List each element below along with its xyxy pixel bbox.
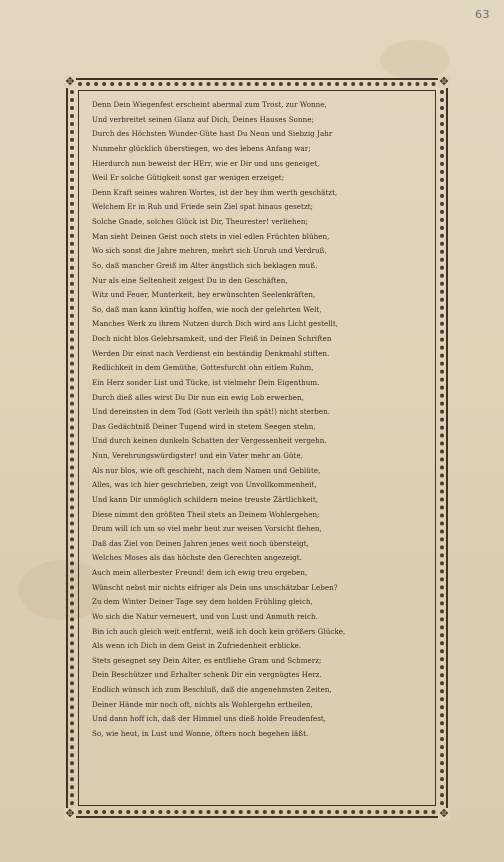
poem-line: Daß das Ziel von Deinen Jahren jenes weit noch übersteigt,: [92, 538, 309, 548]
corner-ornament-icon: ✥: [65, 807, 75, 820]
poem-line: Auch mein allerbester Freund! dem ich ewig treu ergeben,: [92, 568, 308, 577]
poem-line: Als nur blos, wie oft geschieht, nach dem Namen und Geblüte,: [92, 465, 321, 475]
poem-line: Wo sich sonst die Jahre mehren, mehrt sich Unruh und Verdruß,: [92, 246, 327, 256]
poem-line: Und dann hoff ich, daß der Himmel uns dieß holde Freudenfest,: [92, 714, 327, 724]
poem-line: Durch des Höchsten Wunder-Güte hast Du Neun und Siebzig Jahr: [92, 129, 333, 139]
poem-line: Doch nicht blos Gelehrsamkeit, und der Fleiß in Deinen Schriften: [92, 334, 332, 343]
poem-line: So, daß man kann künftig hoffen, wie noch der gelehrten Welt,: [92, 304, 322, 314]
poem-line: Nur als eine Seltenheit zeigest Du in den Geschäften,: [92, 275, 288, 285]
corner-ornament-icon: ✥: [439, 75, 449, 88]
poem-line: Und kann Dir unmöglich schildern meine treuste Zärtlichkeit,: [92, 494, 319, 504]
poem-line: Diese nimmt den größten Theil stets an Deinem Wohlergehen;: [92, 509, 320, 519]
poem-line: Zu dem Winter Deiner Tage sey dem holden Frühling gleich,: [92, 597, 313, 607]
poem-line: Ein Herz sonder List und Tücke, ist vielmehr Dein Eigenthum.: [92, 377, 320, 387]
poem-line: Drum will ich um so viel mehr heut zur weisen Vorsicht flehen,: [92, 524, 322, 534]
poem-line: Welchem Er in Ruh und Friede sein Ziel spat hinaus gesetzt;: [92, 202, 314, 212]
poem-line: Deiner Hände mir noch oft, nichts als Wohlergehn ertheilen,: [92, 699, 313, 709]
poem-line: Durch dieß alles wirst Du Dir nun ein ewig Lob erwerben,: [92, 392, 304, 402]
poem-line: Denn Dein Wiegenfest erscheint abermal zum Trost, zur Wonne,: [92, 100, 327, 109]
poem-line: Und verbreitet seinen Glanz auf Dich, Deines Hauses Sonne;: [92, 114, 314, 124]
page-number: 63: [475, 8, 490, 21]
corner-ornament-icon: ✥: [439, 807, 449, 820]
poem-line: Redlichkeit in dem Gemüthe, Gottesfurcht ohn eitlem Ruhm,: [92, 363, 314, 373]
poem-line: So, daß mancher Greiß im Alter ängstlich sich beklagen muß.: [92, 260, 318, 270]
poem-line: Alles, was ich hier geschrieben, zeigt von Unvollkommenheit,: [92, 480, 317, 490]
poem-line: Man sieht Deinen Geist noch stets in viel edlen Früchten blühen,: [92, 231, 330, 241]
poem-line: Und dereinsten in dem Tod (Gott verleih ihn spät!) nicht sterben.: [92, 407, 331, 417]
poem-line: Dein Beschützer und Erhalter schenk Dir ein vergnügtes Herz.: [92, 670, 322, 680]
poem-line: Wünscht nebst mir nichts eifriger als Dein uns unschätzbar Leben?: [92, 582, 338, 592]
poem-line: Solche Gnade, solches Glück ist Dir, Theurester! verliehen;: [92, 217, 308, 226]
poem-line: Und durch keinen dunkeln Schatten der Vergessenheit vergehn.: [92, 436, 327, 446]
poem-line: Werden Dir einst nach Verdienst ein beständig Denkmahl stiften.: [92, 348, 330, 358]
poem-line: Endlich wünsch ich zum Beschluß, daß die angenehmsten Zeiten,: [92, 685, 332, 694]
poem-line: Denn Kraft seines wahren Wortes, ist der bey ihm werth geschätzt,: [92, 187, 338, 197]
poem-line: Hierdurch nun beweist der HErr, wie er Dir und uns geneiget,: [92, 158, 320, 168]
poem-line: Nun, Verehrungswürdigster! und ein Vater mehr an Güte,: [92, 451, 304, 460]
poem-line: Manches Werk zu ihrem Nutzen durch Dich wird ans Licht gestellt,: [92, 319, 339, 329]
poem-line: Stets gesegnet sey Dein Alter, es entfliehe Gram und Schmerz;: [92, 655, 322, 665]
poem-text: [92, 98, 432, 742]
poem-line: So, wie heut, in Lust und Wonne, öfters noch begehen läßt.: [92, 728, 309, 738]
poem-line: Nunmehr glücklich überstiegen, wo des lebens Anfang war;: [92, 143, 311, 153]
poem-line: Als wenn ich Dich in dem Geist in Zufriedenheit erblicke.: [92, 641, 302, 651]
poem-line: Witz und Feuer, Munterkeit, bey erwünschten Seelenkräften,: [92, 290, 316, 300]
poem-line: Wo sich die Natur verneuert, und von Lust und Anmuth reich.: [92, 611, 318, 621]
poem-line: Weil Er solche Gütigkeit sonst gar wenigen erzeiget;: [92, 173, 285, 183]
poem-line: Welches Moses als das höchste den Gerechten angezeigt.: [92, 553, 302, 563]
poem-line: Bin ich auch gleich weit entfernt, weiß ich doch kein größers Glücke,: [92, 626, 346, 636]
corner-ornament-icon: ✥: [65, 75, 75, 88]
poem-line: Das Gedächtniß Deiner Tugend wird in stetem Seegen stehn,: [92, 421, 316, 431]
paper-stain: [380, 40, 450, 80]
